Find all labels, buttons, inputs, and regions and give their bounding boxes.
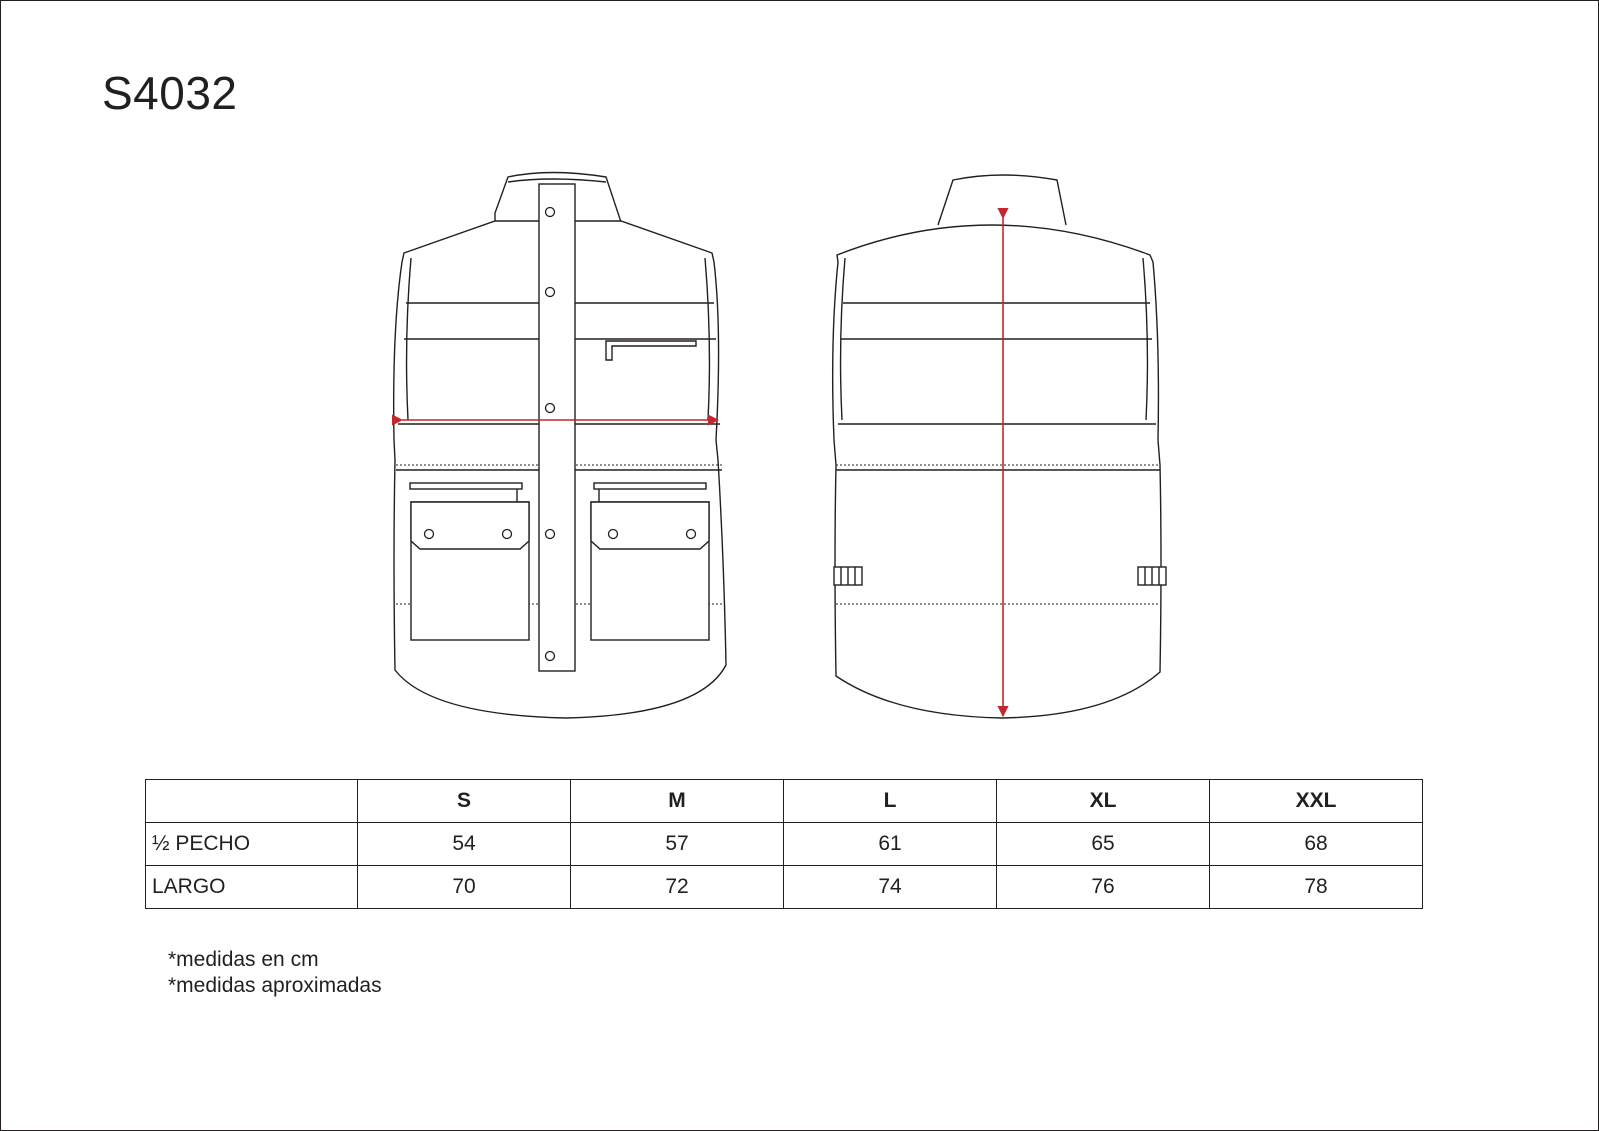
size-header-row xyxy=(146,780,1423,823)
table-cell: 74 xyxy=(784,866,997,909)
table-cell: 76 xyxy=(997,866,1210,909)
size-header-s: S xyxy=(358,780,571,823)
snap-button-icon xyxy=(546,530,555,539)
snap-button-icon xyxy=(687,530,696,539)
note-approximate: *medidas aproximadas xyxy=(168,974,382,997)
row-label-length: LARGO xyxy=(146,866,358,909)
product-code-title: S4032 xyxy=(102,67,238,119)
snap-button-icon xyxy=(546,288,555,297)
size-table xyxy=(145,779,1423,909)
snap-button-icon xyxy=(546,404,555,413)
front-view xyxy=(394,173,726,719)
snap-button-icon xyxy=(503,530,512,539)
table-cell: 78 xyxy=(1210,866,1423,909)
snap-button-icon xyxy=(609,530,618,539)
snap-button-icon xyxy=(546,652,555,661)
table-row xyxy=(146,823,1423,866)
table-cell: 65 xyxy=(997,823,1210,866)
size-header-xl: XL xyxy=(997,780,1210,823)
table-row xyxy=(146,866,1423,909)
row-label-chest: ½ PECHO xyxy=(146,823,358,866)
notes xyxy=(168,947,382,999)
size-header-l: L xyxy=(784,780,997,823)
table-cell: 57 xyxy=(571,823,784,866)
table-cell: 70 xyxy=(358,866,571,909)
size-header-xxl: XXL xyxy=(1210,780,1423,823)
table-cell: 72 xyxy=(571,866,784,909)
table-cell: 68 xyxy=(1210,823,1423,866)
note-units: *medidas en cm xyxy=(168,948,319,971)
table-cell: 61 xyxy=(784,823,997,866)
snap-button-icon xyxy=(425,530,434,539)
snap-button-icon xyxy=(546,208,555,217)
table-cell: 54 xyxy=(358,823,571,866)
size-header-m: M xyxy=(571,780,784,823)
header-empty-cell xyxy=(146,780,358,823)
back-view xyxy=(833,175,1166,718)
